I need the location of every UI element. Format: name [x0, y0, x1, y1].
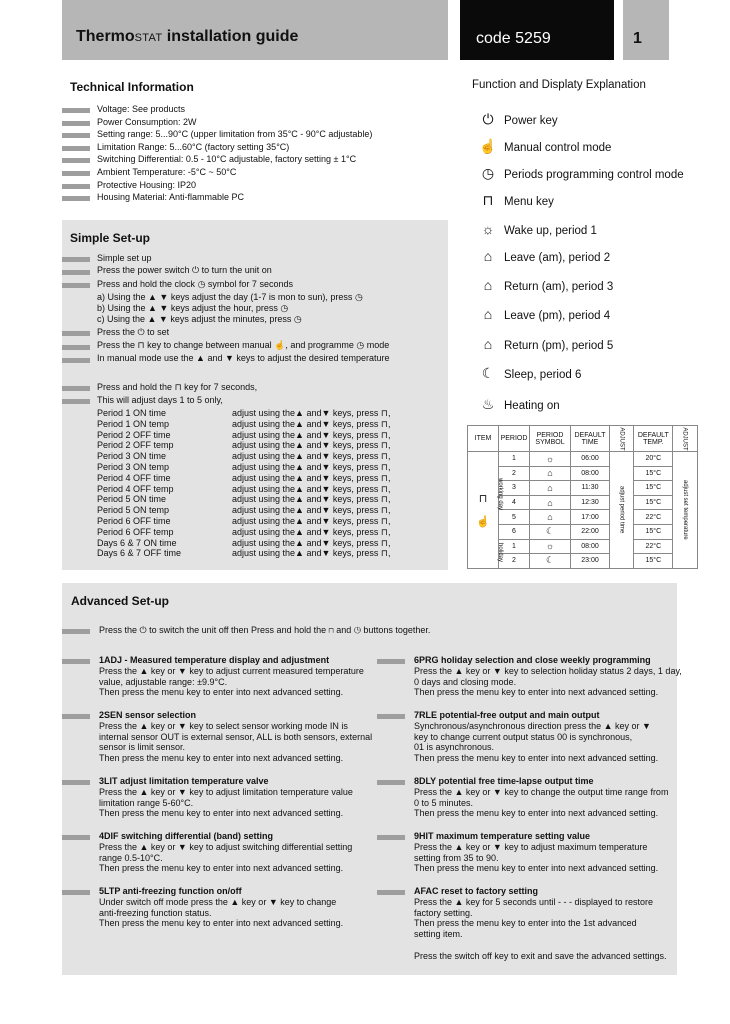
menu-icon: ⊓ — [380, 537, 388, 548]
hand-icon: ☝ — [274, 340, 286, 350]
adjust-text: adjust using the▲ and▼ keys, press — [232, 516, 381, 526]
advanced-setup-title: Advanced Set-up — [71, 594, 170, 608]
setting-text: Press the ▲ key or ▼ key to adjust limitation temperature value — [99, 787, 353, 797]
period-instruction — [232, 538, 390, 549]
step-text: Press and hold the clock ◷ symbol for 7 seconds — [97, 279, 293, 289]
bullet — [62, 386, 90, 391]
comma: , — [387, 462, 391, 472]
comma: , — [387, 451, 391, 462]
function-item — [478, 396, 560, 413]
function-label: Wake up, period 1 — [504, 225, 597, 237]
menu-icon: ⊓ — [137, 340, 145, 350]
menu-icon: ⊓ — [174, 382, 182, 392]
period-instruction — [232, 484, 390, 495]
function-title: Function and Displaty Explanation — [472, 79, 646, 91]
setting-text: factory setting. — [414, 907, 473, 918]
bullet — [62, 133, 90, 138]
function-item — [478, 365, 581, 382]
setting-text: internal sensor OUT is external sensor, ALL is both sensors, external — [99, 731, 373, 742]
symbol-cell: ⌂ — [530, 466, 571, 481]
setting-heading: 6PRG holiday selection and close weekly programming — [414, 655, 651, 665]
step-text: This will adjust days 1 to 5 only, — [97, 395, 223, 405]
th-adjust-temp: ADJUST — [673, 426, 697, 452]
function-item — [478, 248, 610, 264]
adjust-text: adjust using the▲ and▼ keys, press — [232, 462, 381, 472]
period-label: Period 5 ON temp — [97, 505, 170, 516]
function-label: Manual control mode — [504, 142, 612, 154]
menu-icon: ⊓ — [380, 408, 388, 418]
adjust-text: adjust using the▲ and▼ keys, press — [232, 418, 381, 429]
holiday-label: holiday — [497, 543, 503, 563]
setting-heading: 9HIT maximum temperature setting value — [414, 831, 591, 841]
setting-heading: 8DLY potential free time-lapse output time — [414, 776, 594, 786]
th-period: PERIOD — [499, 426, 530, 452]
menu-key-icon: ⊓ — [482, 192, 494, 208]
bullet — [377, 714, 405, 719]
function-label: Heating on — [504, 400, 560, 412]
function-item — [478, 192, 554, 209]
bullet — [62, 780, 90, 785]
advanced-intro: Press the ⏻ to switch the unit off then Press and hold the ⊓ and ◷ buttons together. — [99, 625, 431, 635]
return-pm-period-icon: ⌂ — [483, 336, 493, 352]
function-item — [478, 306, 610, 322]
step-text: Simple set up — [97, 253, 152, 263]
period-label: Period 1 ON time — [97, 408, 167, 418]
table-row — [468, 524, 698, 539]
setting-text: Then press the menu key to enter into next advanced setting. — [99, 808, 344, 819]
bullet — [377, 890, 405, 895]
th-symbol: PERIOD SYMBOL — [530, 426, 571, 452]
clock-icon: ◷ — [280, 303, 289, 313]
menu-icon: ⊓ — [380, 429, 388, 440]
period-label: Period 2 OFF temp — [97, 440, 174, 451]
period-label: Period 1 ON temp — [97, 418, 170, 429]
menu-icon: ⊓ — [380, 494, 388, 505]
comma: , — [387, 483, 391, 494]
th-time: DEFAULT TIME — [571, 426, 610, 452]
setting-text: Under switch off mode press the ▲ key or ▼ key to change — [99, 897, 337, 907]
comma: , — [387, 494, 391, 505]
setting-text: Press the ▲ key or ▼ key to adjust current measured temperature — [99, 666, 364, 676]
table-row — [468, 510, 698, 525]
periods-programming-control-mode-icon: ◷ — [481, 165, 495, 181]
period-label: Period 2 OFF time — [97, 429, 171, 440]
bullet — [62, 890, 90, 895]
bullet — [62, 399, 90, 404]
function-label: Menu key — [504, 196, 554, 208]
temp-cell: 15°C — [634, 481, 673, 496]
menu-icon: ⊓ — [380, 462, 388, 472]
setting-text: 0 to 5 minutes. — [414, 797, 474, 808]
setting-text: Press the ▲ key or ▼ key to adjust maximum temperature — [414, 842, 648, 852]
period-cell: 4 — [499, 495, 530, 510]
menu-icon: ⊓ — [380, 472, 388, 483]
clock-icon: ◷ — [353, 625, 361, 635]
th-temp: DEFAULT TEMP. — [634, 426, 673, 452]
comma: , — [387, 440, 391, 451]
period-instruction — [232, 430, 390, 441]
symbol-cell: ☼ — [530, 539, 571, 554]
period-instruction — [232, 473, 390, 484]
bullet — [62, 171, 90, 176]
bullet — [62, 835, 90, 840]
period-label: Days 6 & 7 OFF time — [97, 548, 182, 559]
power-key-icon: ⏻ — [482, 111, 494, 127]
bullet — [377, 835, 405, 840]
bullet — [62, 659, 90, 664]
temp-cell: 15°C — [634, 554, 673, 569]
setting-text: 0 days and closing mode. — [414, 676, 517, 687]
bullet — [62, 270, 90, 275]
clock-icon: ◷ — [356, 340, 365, 350]
tech-item: Protective Housing: IP20 — [97, 179, 197, 190]
menu-icon: ⊓ — [328, 625, 334, 635]
setting-heading: 4DIF switching differential (band) setting — [99, 831, 274, 841]
menu-icon: ⊓ — [380, 440, 388, 451]
adjust-time-label: adjust period time — [618, 486, 625, 534]
tech-item: Power Consumption: 2W — [97, 116, 197, 127]
comma: , — [387, 548, 391, 559]
page-title: ThermoSTAT installation guide — [76, 28, 299, 45]
comma: , — [387, 526, 391, 537]
period-cell: 1 — [499, 539, 530, 554]
setting-text: range 0.5-10°C. — [99, 852, 163, 863]
step-text: Press the ⊓ key to change between manual ☝, and programme ◷ mode — [97, 340, 390, 350]
step-text: Press the power switch ⏻ to turn the unit on — [97, 265, 272, 275]
adjust-text: adjust using the▲ and▼ keys, press — [232, 440, 381, 451]
tech-title: Technical Information — [70, 80, 194, 94]
tech-item: Limitation Range: 5...60°C (factory setting 35°C) — [97, 141, 290, 152]
comma: , — [387, 516, 391, 526]
setting-text: anti-freezing function status. — [99, 907, 212, 918]
bullet — [377, 780, 405, 785]
setting-text: Press the ▲ key or ▼ key to change the output time range from — [414, 787, 669, 797]
step-text: b) Using the ▲ ▼ keys adjust the hour, press ◷ — [97, 303, 289, 313]
period-label: Period 5 ON time — [97, 494, 167, 505]
function-label: Sleep, period 6 — [504, 369, 582, 381]
comma: , — [387, 472, 391, 483]
adjust-text: adjust using the▲ and▼ keys, press — [232, 408, 381, 418]
manual-control-mode-icon: ☝ — [479, 138, 497, 154]
bullet — [62, 158, 90, 163]
tech-item: Voltage: See products — [97, 104, 186, 114]
function-item — [478, 336, 613, 352]
temp-cell: 15°C — [634, 524, 673, 539]
hand-icon: ☝ — [476, 515, 490, 528]
period-cell: 2 — [499, 466, 530, 481]
function-label: Return (pm), period 5 — [504, 340, 614, 352]
tech-item: Setting range: 5...90°C (upper limitation from 35°C - 90°C adjustable) — [97, 129, 373, 140]
setting-heading: 7RLE potential-free output and main output — [414, 710, 600, 720]
adjust-text: adjust using the▲ and▼ keys, press — [232, 548, 381, 559]
period-label: Period 4 OFF time — [97, 472, 171, 483]
adjust-text: adjust using the▲ and▼ keys, press — [232, 483, 381, 494]
setting-text: Then press the menu key to enter into next advanced setting. — [414, 808, 659, 819]
period-cell: 5 — [499, 510, 530, 525]
menu-icon: ⊓ — [380, 526, 388, 537]
period-label: Period 4 OFF temp — [97, 483, 174, 494]
setting-text: limitation range 5-60°C. — [99, 797, 194, 808]
bullet — [62, 345, 90, 350]
power-icon: ⏻ — [139, 625, 147, 635]
setting-text: Then press the menu key to enter into next advanced setting. — [99, 918, 344, 929]
setting-text: Press the ▲ key for 5 seconds until - - - displayed to restore — [414, 897, 654, 907]
period-instruction — [232, 408, 390, 419]
temp-cell: 22°C — [634, 539, 673, 554]
setting-text: Then press the menu key to enter into next advanced setting. — [99, 753, 344, 764]
setting-text: 01 is asynchronous. — [414, 742, 495, 753]
time-cell: 06:00 — [571, 452, 610, 467]
period-instruction — [232, 419, 390, 430]
time-cell: 08:00 — [571, 539, 610, 554]
symbol-cell: ⌂ — [530, 510, 571, 525]
function-item — [478, 111, 558, 128]
adjust-text: adjust using the▲ and▼ keys, press — [232, 526, 381, 537]
step-text: c) Using the ▲ ▼ keys adjust the minutes, press ◷ — [97, 314, 302, 324]
symbol-cell: ☼ — [530, 452, 571, 467]
setting-text: setting from 35 to 90. — [414, 852, 499, 863]
period-instruction — [232, 494, 390, 505]
power-icon: ⏻ — [137, 327, 145, 337]
setting-text: Then press the menu key to enter into next advanced setting. — [414, 753, 659, 764]
period-label: Period 6 OFF time — [97, 516, 171, 526]
page-number: 1 — [633, 30, 642, 47]
setting-text: value, adjustable range: ±9.9°C. — [99, 676, 228, 687]
period-instruction — [232, 440, 390, 451]
page-number-box — [623, 0, 669, 60]
item-icons-cell — [468, 452, 499, 569]
setting-text: setting item. — [414, 929, 463, 940]
temp-cell: 22°C — [634, 510, 673, 525]
clock-icon: ◷ — [354, 292, 363, 302]
menu-icon: ⊓ — [380, 483, 388, 494]
period-instruction — [232, 451, 390, 462]
function-item — [478, 221, 597, 237]
power-icon: ⏻ — [192, 265, 200, 275]
th-adjust-time: ADJUST — [610, 426, 634, 452]
tech-item: Ambient Temperature: -5°C ~ 50°C — [97, 167, 237, 177]
function-label: Leave (pm), period 4 — [504, 310, 611, 322]
period-label: Days 6 & 7 ON time — [97, 537, 177, 548]
menu-icon: ⊓ — [380, 418, 388, 429]
time-cell: 08:00 — [571, 466, 610, 481]
bullet — [62, 146, 90, 151]
comma: , — [387, 408, 391, 418]
bullet — [62, 358, 90, 363]
return-am-period-icon: ⌂ — [483, 277, 493, 293]
period-instruction — [232, 462, 390, 473]
bullet — [377, 659, 405, 664]
period-cell: 6 — [499, 524, 530, 539]
setting-heading: 3LIT adjust limitation temperature valve — [99, 776, 269, 786]
tech-item: Switching Differential: 0.5 - 10°C adjustable, factory setting ± 1°C — [97, 154, 357, 165]
bullet — [62, 257, 90, 262]
period-instruction — [232, 527, 390, 538]
period-instruction — [232, 548, 390, 559]
adjust-temp-cell — [673, 452, 697, 569]
setting-text: Press the ▲ key or ▼ key to select sensor working mode IN is — [99, 721, 348, 731]
period-label: Period 6 OFF temp — [97, 526, 174, 537]
setting-text: Then press the menu key to enter into next advanced setting. — [99, 863, 344, 874]
time-cell: 11:30 — [571, 481, 610, 496]
adjust-text: adjust using the▲ and▼ keys, press — [232, 472, 381, 483]
menu-icon: ⊓ — [380, 548, 388, 559]
product-code-box — [460, 0, 614, 60]
symbol-cell: ⌂ — [530, 495, 571, 510]
adjust-text: adjust using the▲ and▼ keys, press — [232, 494, 381, 505]
period-cell: 3 — [499, 481, 530, 496]
symbol-cell: ☾ — [530, 554, 571, 569]
symbol-cell: ⌂ — [530, 481, 571, 496]
setting-text: Press the ▲ key or ▼ key to adjust switching differential setting — [99, 842, 353, 852]
bullet — [62, 108, 90, 113]
wake-up-period-icon: ☼ — [481, 221, 495, 237]
period-label: Period 3 ON temp — [97, 462, 170, 472]
working-day-label: working day — [497, 478, 503, 511]
bullet — [62, 184, 90, 189]
function-item — [478, 138, 611, 155]
menu-icon: ⊓ — [380, 505, 388, 516]
simple-setup-title: Simple Set-up — [70, 231, 151, 245]
adjust-text: adjust using the▲ and▼ keys, press — [232, 505, 381, 516]
function-label: Periods programming control mode — [504, 169, 684, 181]
time-cell: 17:00 — [571, 510, 610, 525]
period-instruction — [232, 505, 390, 516]
function-label: Leave (am), period 2 — [504, 252, 611, 264]
bullet — [62, 121, 90, 126]
setting-heading: 1ADJ - Measured temperature display and adjustment — [99, 655, 330, 665]
function-item — [478, 165, 684, 182]
comma: , — [387, 429, 391, 440]
bullet — [62, 331, 90, 336]
symbol-cell: ☾ — [530, 524, 571, 539]
bullet — [62, 714, 90, 719]
function-label: Power key — [504, 115, 558, 127]
comma: , — [387, 418, 391, 429]
setting-text: Then press the menu key to enter into the 1st advanced — [414, 918, 637, 929]
setting-text: Then press the menu key to enter into next advanced setting. — [414, 863, 659, 874]
heating-on-icon: ♨ — [481, 396, 495, 412]
setting-text: Press the switch off key to exit and save the advanced settings. — [414, 950, 667, 961]
adjust-text: adjust using the▲ and▼ keys, press — [232, 537, 381, 548]
temp-cell: 20°C — [634, 452, 673, 467]
bullet — [62, 283, 90, 288]
menu-icon: ⊓ — [380, 516, 388, 526]
comma: , — [387, 537, 391, 548]
menu-icon: ⊓ — [380, 451, 388, 462]
step-text: Press and hold the ⊓ key for 7 seconds, — [97, 382, 258, 392]
setting-text: Then press the menu key to enter into next advanced setting. — [414, 687, 659, 698]
temp-cell: 15°C — [634, 495, 673, 510]
setting-heading: 5LTP anti-freezing function on/off — [99, 886, 242, 896]
setting-text: Then press the menu key to enter into next advanced setting. — [99, 687, 344, 698]
setting-heading: AFAC reset to factory setting — [414, 886, 539, 896]
bullet — [62, 196, 90, 201]
product-code: code 5259 — [476, 30, 551, 47]
setting-heading: 2SEN sensor selection — [99, 710, 197, 720]
adjust-time-cell — [610, 452, 634, 569]
period-cell: 1 — [499, 452, 530, 467]
setting-text: Press the ▲ key or ▼ key to selection holiday status 2 days, 1 day, — [414, 666, 682, 676]
clock-icon: ◷ — [293, 314, 302, 324]
period-instruction — [232, 516, 390, 527]
leave-pm-period-icon: ⌂ — [483, 306, 493, 322]
temp-cell: 15°C — [634, 466, 673, 481]
setting-text: Synchronous/asynchronous direction press the ▲ key or ▼ — [414, 721, 651, 731]
step-text: In manual mode use the ▲ and ▼ keys to adjust the desired temperature — [97, 353, 390, 363]
function-label: Return (am), period 3 — [504, 281, 614, 293]
menu-icon: ⊓ — [478, 492, 488, 505]
tech-item: Housing Material: Anti-flammable PC — [97, 192, 245, 203]
time-cell: 23:00 — [571, 554, 610, 569]
adjust-temp-label: adjust set temperature — [682, 480, 689, 540]
leave-am-period-icon: ⌂ — [483, 248, 493, 264]
setting-text: sensor is limit sensor. — [99, 742, 186, 753]
setting-text: key to change current output status 00 is synchronous, — [414, 731, 633, 742]
adjust-text: adjust using the▲ and▼ keys, press — [232, 451, 381, 462]
table-row — [468, 452, 698, 467]
period-label: Period 3 ON time — [97, 451, 167, 462]
th-item: ITEM — [468, 426, 499, 452]
bullet — [62, 629, 90, 634]
step-text: Press the ⏻ to set — [97, 327, 170, 337]
period-cell: 2 — [499, 554, 530, 569]
function-item — [478, 277, 613, 293]
adjust-text: adjust using the▲ and▼ keys, press — [232, 429, 381, 440]
time-cell: 22:00 — [571, 524, 610, 539]
clock-icon: ◷ — [197, 279, 206, 289]
comma: , — [387, 505, 391, 516]
time-cell: 12:30 — [571, 495, 610, 510]
sleep-period-icon: ☾ — [481, 365, 495, 381]
step-text: a) Using the ▲ ▼ keys adjust the day (1-7 is mon to sun), press ◷ — [97, 292, 363, 302]
